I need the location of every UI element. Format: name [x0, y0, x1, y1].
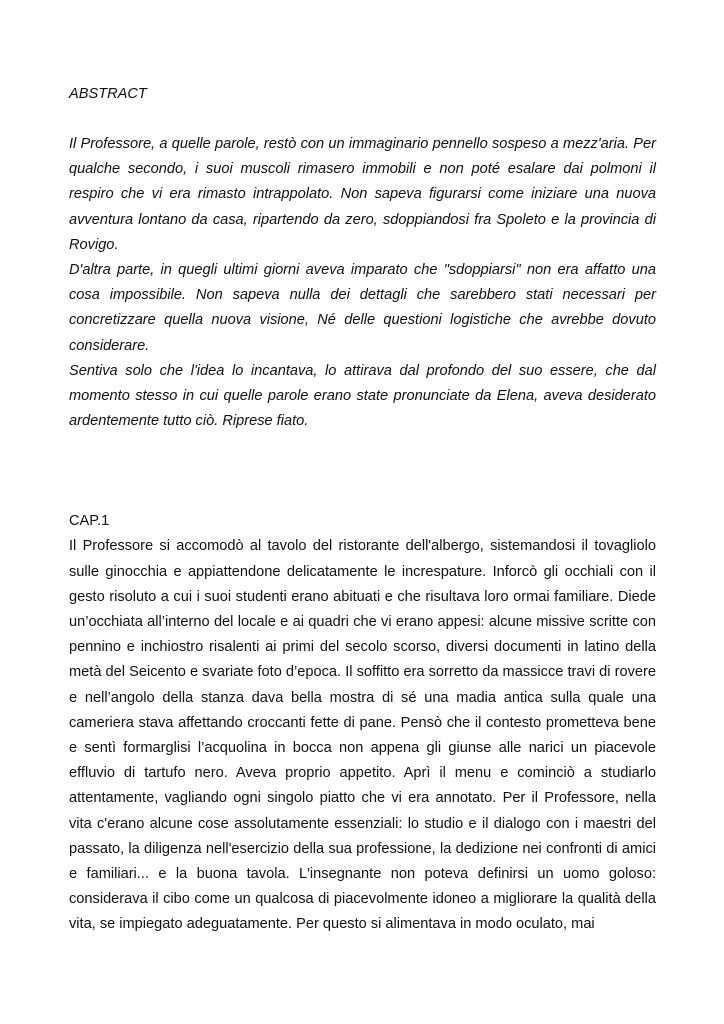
abstract-title: ABSTRACT [69, 86, 147, 102]
chapter-title: CAP.1 [69, 513, 110, 530]
abstract-section [69, 82, 656, 434]
section-spacer [69, 434, 656, 509]
abstract-paragraph-3: Sentiva solo che l'idea lo incantava, lo attirava dal profondo del suo essere, che dal momento stesso in cui quelle parole erano state pronunciate da Elena, aveva desiderato ardentemente tutto ciò. Riprese fiato. [69, 362, 656, 430]
document-page [69, 82, 656, 938]
abstract-paragraph-1: Il Professore, a quelle parole, restò con un immaginario pennello sospeso a mezz'aria. Per qualche secondo, i suoi muscoli rimasero immobili e non poté esalare dai polmoni il respiro che vi era rimasto intrappolato. Non sapeva figurarsi come iniziare una nuova avventura lontano da casa, ripartendo da zero, sdoppiandosi fra Spoleto e la provincia di Rovigo. [69, 136, 656, 253]
chapter-paragraph-1: Il Professore si accomodò al tavolo del ristorante dell'albergo, sistemandosi il tovagliolo sulle ginocchia e appiattendone delicatamente le increspature. Inforcò gli occhiali con il gesto risoluto a cui i suoi studenti erano abituati e che risultava loro ormai familiare. Diede un’occhiata all’interno del locale e ai quadri che vi erano appesi: alcune missive scritte con pennino e inchiostro risalenti ai primi del secolo scorso, diversi documenti in latino della metà del Seicento e svariate foto d’epoca. Il soffitto era sorretto da massicce travi di rovere e nell’angolo della stanza dava bella mostra di sé una madia antica sulla quale una cameriera stava affettando croccanti fette di pane. Pensò che il contesto prometteva bene e sentì formarglisi l’acquolina in bocca non appena gli giunse alle narici un piacevole effluvio di tartufo nero. Aveva proprio appetito. Aprì il menu e cominciò a studiarlo attentamente, vagliando ogni singolo piatto che vi era annotato. Per il Professore, nella vita c'erano alcune cose assolutamente essenziali: lo studio e il dialogo con i maestri del passato, la diligenza nell'esercizio della sua professione, la dedizione nei confronti di amici e familiari... e la buona tavola. L'insegnante non poteva definirsi un uomo goloso: considerava il cibo come un qualcosa di piacevolmente idoneo a migliorare la qualità della vita, se impiegato adeguatamente. Per questo si alimentava in modo oculato, mai [69, 538, 656, 933]
abstract-paragraph-2: D'altra parte, in quegli ultimi giorni aveva imparato che "sdoppiarsi" non era affatto una cosa impossibile. Non sapeva nulla dei dettagli che sarebbero stati necessari per concretizzare quella nuova visione, Né delle questioni logistiche che avrebbe dovuto considerare. [69, 262, 656, 354]
chapter-section [69, 509, 656, 937]
